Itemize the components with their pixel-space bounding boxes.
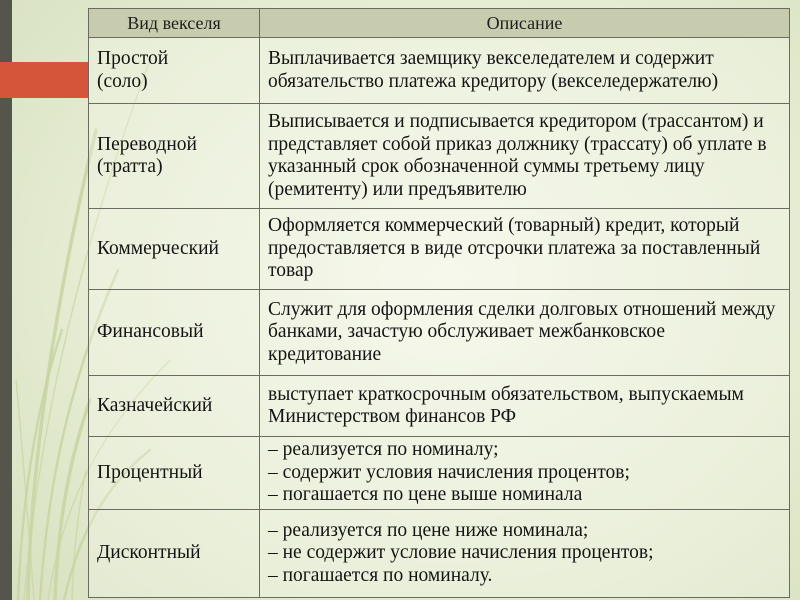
accent-bar [0,62,88,98]
description-line: обязательство платежа кредитору (векселедержателю) [268,70,719,92]
bill-type-cell [88,38,260,104]
bill-type-label: Коммерческий [97,237,219,259]
description-cell [260,104,790,209]
bill-type-cell [88,376,260,437]
description-line: товар [268,260,314,282]
description-line: (ремитенту) или предъявителю [268,178,527,200]
description-line: представляет собой приказ должнику (трассату) об уплате в [268,133,767,155]
description-line: предоставляется в виде отсрочки платежа за поставленный [268,237,761,259]
bill-type-alias-label: (соло) [97,70,148,92]
header-description-cell [260,8,790,38]
bill-type-alias-label: (тратта) [97,156,163,177]
description-cell [260,510,790,598]
description-line: – реализуется по цене ниже номинала; [268,519,589,541]
description-line: указанный срок обозначенной суммы третьему лицу [268,156,705,177]
description-cell [260,38,790,104]
bill-types-table [88,8,790,598]
description-cell [260,376,790,437]
header-type-label: Вид векселя [127,13,221,33]
description-line: Оформляется коммерческий (товарный) кредит, который [268,215,740,237]
header-description-label: Описание [486,13,563,33]
bill-type-label: Простой [97,48,169,69]
header-type-cell [88,8,260,38]
description-line: – погашается по номиналу. [268,564,493,586]
bill-type-cell [88,510,260,598]
description-line: Служит для оформления сделки долговых отношений между [268,298,776,320]
description-line: выступает краткосрочным обязательством, выпускаемым [268,383,744,405]
bill-type-label: Процентный [97,461,203,483]
bill-type-label: Переводной [97,133,197,155]
description-line: – не содержит условие начисления процентов; [268,542,654,564]
description-line: Министерством финансов РФ [268,406,517,427]
bill-type-label: Дисконтный [97,542,201,564]
bill-type-label: Казначейский [97,394,213,416]
description-cell [260,437,790,510]
description-line: банками, зачастую обслуживает межбанковское [268,321,665,343]
bill-type-cell [88,290,260,376]
description-line: – содержит условия начисления процентов; [268,461,630,483]
bill-type-cell [88,437,260,510]
bill-type-label: Финансовый [97,321,204,343]
description-line: – погашается по цене выше номинала [268,484,583,506]
description-cell [260,290,790,376]
description-line: кредитование [268,343,382,365]
bill-type-cell [88,209,260,290]
description-line: Выплачивается заемщику векселедателем и содержит [268,48,714,69]
bill-type-cell [88,104,260,209]
description-line: – реализуется по номиналу; [268,439,499,461]
description-cell [260,209,790,290]
description-line: Выписывается и подписывается кредитором (трассантом) и [268,111,764,132]
